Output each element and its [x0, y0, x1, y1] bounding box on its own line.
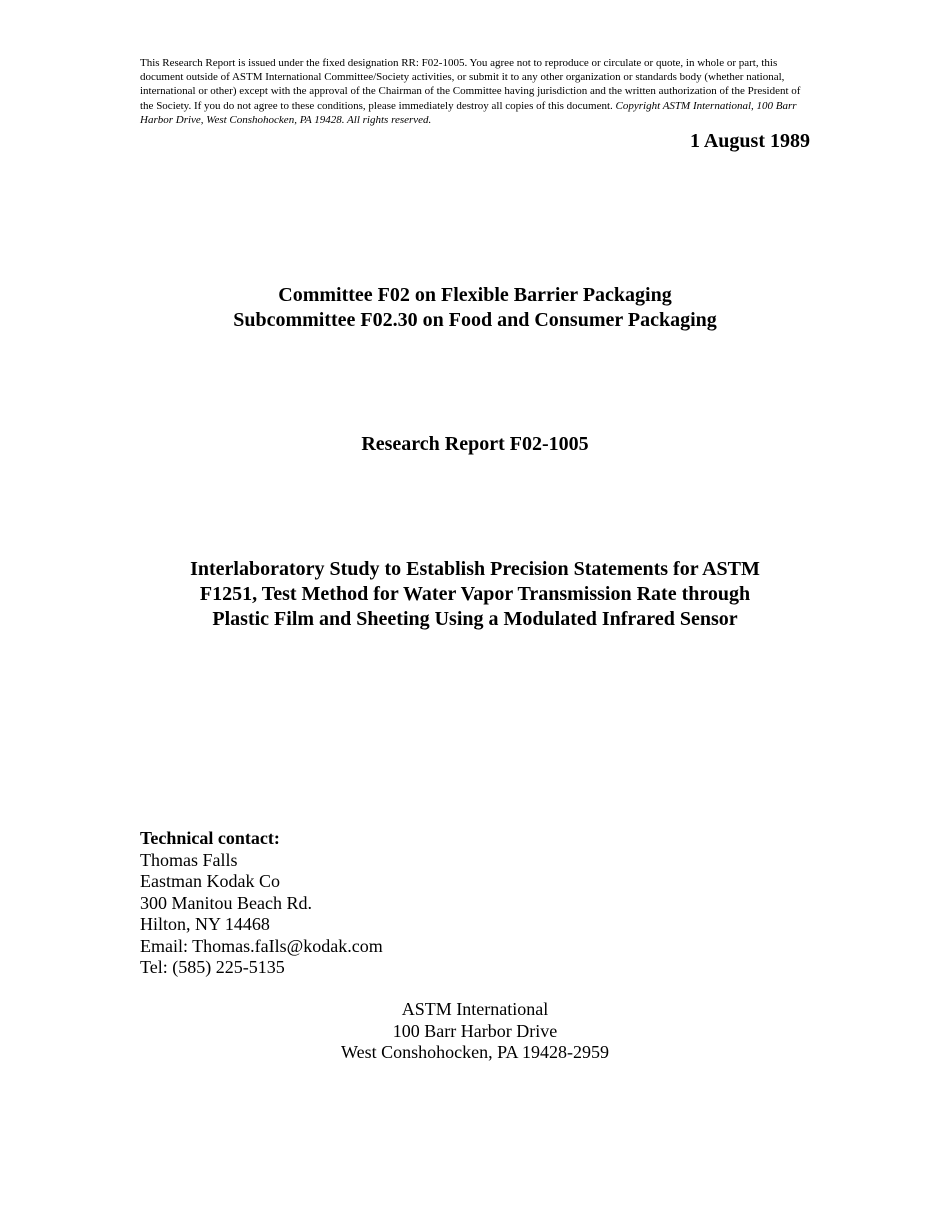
contact-city: Hilton, NY 14468	[140, 914, 270, 934]
publisher-address	[0, 999, 950, 1064]
study-title-line-2: F1251, Test Method for Water Vapor Transmission Rate through	[199, 583, 751, 605]
copyright-notice: Copyright ASTM International, 100 Barr Harbor Drive, West Conshohocken, PA 19428. All rights reserved.	[140, 99, 797, 126]
usage-notice	[140, 56, 812, 127]
committee-name: Committee F02 on Flexible Barrier Packaging	[278, 284, 672, 306]
contact-company: Eastman Kodak Co	[140, 871, 280, 891]
publisher-city: West Conshohocken, PA 19428-2959	[341, 1042, 609, 1062]
contact-heading: Technical contact:	[140, 828, 280, 848]
contact-phone: Tel: (585) 225-5135	[140, 957, 285, 977]
report-number	[0, 432, 950, 457]
committee-heading	[0, 283, 950, 333]
report-date: 1 August 1989	[689, 130, 810, 152]
contact-email: Email: Thomas.faIls@kodak.com	[140, 935, 383, 956]
subcommittee-name: Subcommittee F02.30 on Food and Consumer Packaging	[233, 309, 717, 331]
publisher-street: 100 Barr Harbor Drive	[392, 1020, 558, 1041]
contact-name: Thomas Falls	[140, 849, 238, 870]
study-title-line-1: Interlaboratory Study to Establish Precision Statements for ASTM	[190, 558, 760, 580]
contact-street: 300 Manitou Beach Rd.	[140, 892, 312, 913]
technical-contact	[140, 828, 383, 979]
report-number-text: Research Report F02-1005	[361, 433, 589, 455]
usage-notice-text: This Research Report is issued under the fixed designation RR: F02-1005. You agree not to reproduce or circulate or quote, in whole or part, this document outside of ASTM International Committee/Society activities, or submit it to any other organization or standards body (whether national, international or other) except with the approval of the Chairman of the Committee having jurisdiction and the written authorization of the President of the Society. If you do not agree to these conditions, please immediately destroy all copies of this document.	[140, 57, 801, 112]
publisher-name: ASTM International	[401, 999, 549, 1019]
study-title-line-3: Plastic Film and Sheeting Using a Modulated Infrared Sensor	[212, 608, 738, 630]
study-title	[0, 557, 950, 632]
